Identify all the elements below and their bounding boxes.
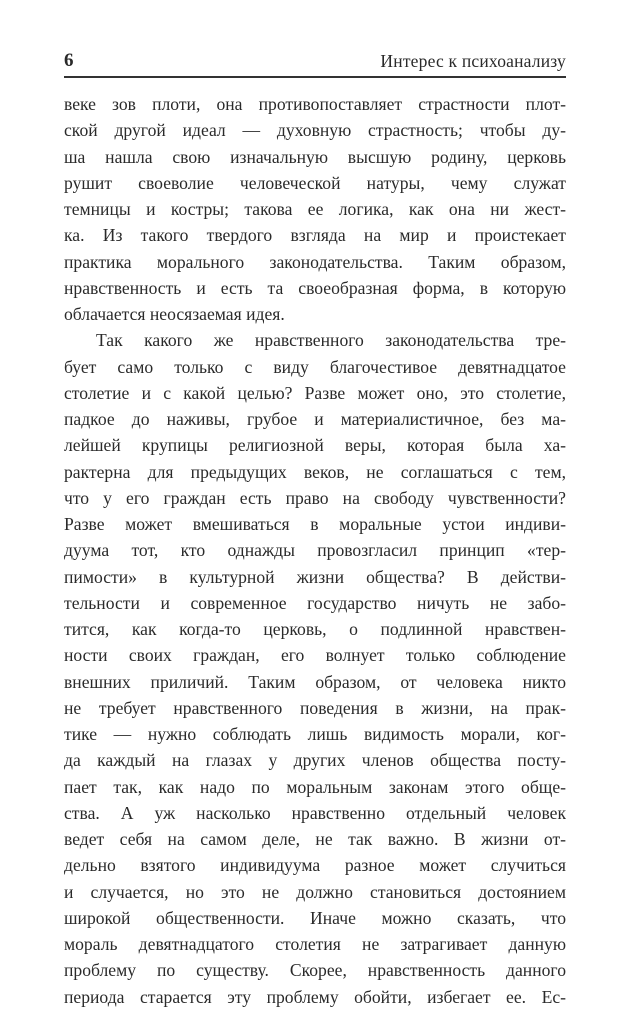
text-line: ства. А уж насколько нравственно отдельный человек: [64, 802, 566, 823]
text-line: дельно взятого индивидуума разное может случиться: [64, 855, 566, 876]
text-line: столетие и с какой целью? Разве может оно, это столетие,: [64, 382, 566, 403]
text-line: тельности и современное государство ничуть не забо-: [64, 592, 566, 613]
text-line: падкое до наживы, грубое и материалистичное, без ма-: [64, 409, 566, 429]
text-line: рушит своеволие человеческой натуры, чему служат: [64, 172, 566, 193]
text-line: проблему по существу. Скорее, нравственность данного: [64, 960, 566, 981]
text-line: да каждый на глазах у других членов общества посту-: [64, 750, 566, 771]
text-line: не требует нравственного поведения в жизни, на прак-: [64, 697, 566, 718]
text-line: веке зов плоти, она противопоставляет страстности плот-: [64, 94, 566, 114]
text-line: дуума тот, кто однажды провозгласил принцип «тер-: [64, 540, 566, 561]
text-line: Разве может вмешиваться в моральные устои индиви-: [64, 514, 566, 534]
text-line: нравственность и есть та своеобразная форма, в которую: [64, 277, 566, 298]
text-line: мораль девятнадцатого столетия не затрагивает данную: [64, 934, 566, 954]
running-header: [64, 48, 566, 78]
text-line: ности своих граждан, его волнует только соблюдение: [64, 645, 566, 666]
text-line: Так какого же нравственного законодательства тре-: [96, 330, 566, 351]
text-line: пает так, как надо по моральным законам этого обще-: [64, 776, 566, 797]
text-line: широкой общественности. Иначе можно сказать, что: [64, 907, 566, 928]
text-line: бует само только с виду благочестивое девятнадцатое: [64, 356, 566, 377]
text-line: облачается неосязаемая идея.: [64, 304, 285, 324]
text-line: темницы и костры; такова ее логика, как она ни жест-: [64, 199, 566, 219]
text-line: внешних приличий. Таким образом, от человека никто: [64, 671, 566, 692]
text-line: тике — нужно соблюдать лишь видимость морали, ког-: [64, 724, 566, 744]
text-line: тится, как когда-то церковь, о подлинной нравствен-: [64, 619, 566, 639]
text-line: что у его граждан есть право на свободу чувственности?: [64, 487, 566, 508]
paragraph: [64, 91, 566, 327]
text-line: рактерна для предыдущих веков, не соглашаться с тем,: [64, 461, 566, 482]
text-line: ка. Из такого твердого взгляда на мир и проистекает: [64, 225, 566, 246]
running-title: Интерес к психоанализу: [380, 51, 566, 71]
text-line: ша нашла свою изначальную высшую родину, церковь: [64, 146, 566, 167]
paragraph: [64, 327, 566, 1010]
text-line: лейшей крупицы религиозной веры, которая была ха-: [64, 435, 566, 456]
text-line: периода старается эту проблему обойти, избегает ее. Ес-: [64, 986, 566, 1007]
text-line: пимости» в культурной жизни общества? В действи-: [64, 566, 566, 587]
page-number: 6: [64, 50, 74, 71]
text-line: и случается, но это не должно становиться достоянием: [64, 881, 566, 902]
page-body-text: [64, 91, 566, 1010]
text-line: ведет себя на самом деле, не так важно. В жизни от-: [64, 829, 566, 849]
text-line: практика морального законодательства. Таким образом,: [64, 251, 566, 272]
text-line: ской другой идеал — духовную страстность; чтобы ду-: [64, 120, 566, 141]
